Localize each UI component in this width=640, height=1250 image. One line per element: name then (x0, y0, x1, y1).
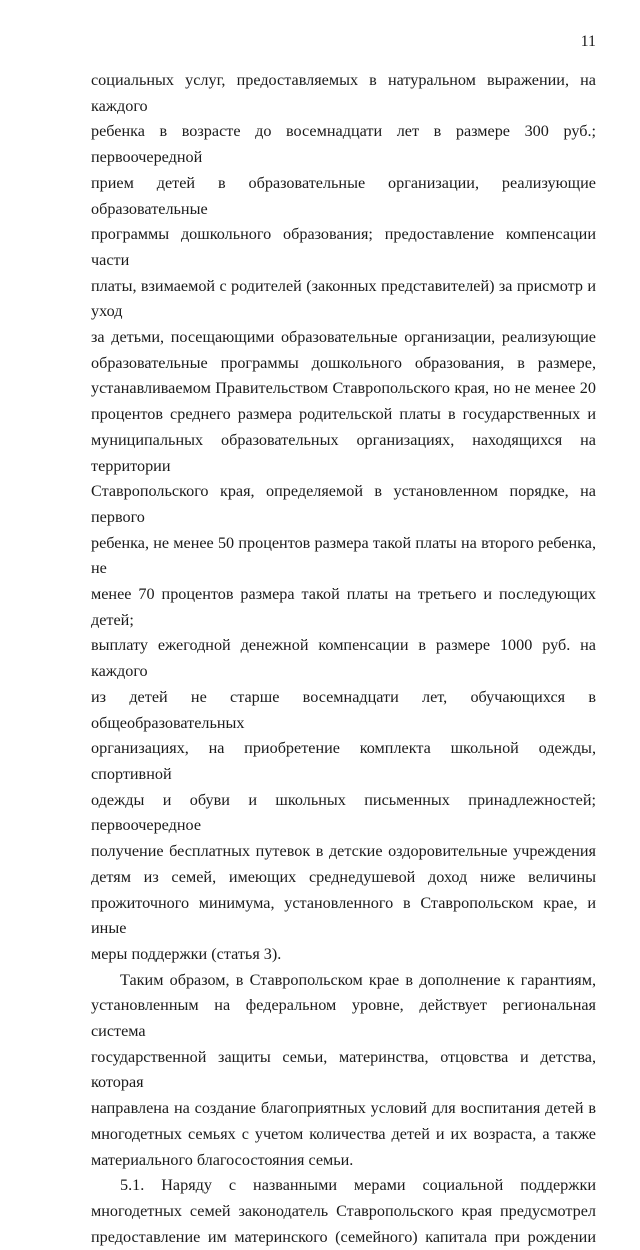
text-line: образовательные программы дошкольного образования, в размере, (91, 353, 596, 372)
text-line: ребенка, не менее 50 процентов размера такой платы на второго ребенка, не (91, 533, 596, 578)
text-line: программы дошкольного образования; предоставление компенсации части (91, 225, 596, 269)
text-line: ребенка в возрасте до восемнадцати лет в размере 300 руб.; первоочередной (91, 122, 596, 167)
text-line: социальных услуг, предоставляемых в натуральном выражении, на каждого (91, 71, 596, 115)
text-line: многодетных семьях с учетом количества детей и их возраста, а также (91, 1124, 596, 1143)
text-line: из детей не старше восемнадцати лет, обучающихся в общеобразовательных (91, 687, 596, 732)
text-line: 5.1. Наряду с названными мерами социальной поддержки (120, 1176, 596, 1195)
paragraph-1 (91, 68, 596, 968)
text-line: детям из семей, имеющих среднедушевой доход ниже величины (91, 867, 596, 886)
document-body (91, 68, 596, 1250)
text-line: за детьми, посещающими образовательные организации, реализующие (91, 328, 596, 347)
paragraph-2 (91, 968, 596, 1174)
text-line: предоставление им материнского (семейного) капитала при рождении (91, 1227, 596, 1246)
text-line: получение бесплатных путевок в детские оздоровительные учреждения (91, 842, 596, 861)
text-line: одежды и обуви и школьных письменных принадлежностей; первоочередное (91, 790, 596, 835)
text-line: государственной защиты семьи, материнства, отцовства и детства, которая (91, 1047, 596, 1092)
text-line: Ставропольского края, определяемой в установленном порядке, на первого (91, 482, 596, 526)
text-line: материального благосостояния семьи. (91, 1150, 354, 1169)
text-line: прием детей в образовательные организации, реализующие образовательные (91, 173, 596, 218)
text-line: менее 70 процентов размера такой платы на третьего и последующих детей; (91, 585, 596, 629)
text-line: муниципальных образовательных организациях, находящихся на территории (91, 430, 596, 475)
paragraph-3 (91, 1173, 596, 1250)
text-line: меры поддержки (статья 3). (91, 944, 282, 963)
text-line: прожиточного минимума, установленного в Ставропольском крае, и иные (91, 893, 596, 938)
text-line: процентов среднего размера родительской платы в государственных и (91, 405, 596, 424)
text-line: платы, взимаемой с родителей (законных представителей) за присмотр и уход (91, 276, 596, 321)
text-line: устанавливаемом Правительством Ставропольского края, но не менее 20 (91, 379, 596, 398)
text-line: Таким образом, в Ставропольском крае в дополнение к гарантиям, (120, 970, 596, 989)
text-line: направлена на создание благоприятных условий для воспитания детей в (91, 1099, 596, 1118)
text-line: многодетных семей законодатель Ставропольского края предусмотрел (91, 1201, 596, 1220)
page-number: 11 (580, 33, 596, 50)
text-line: выплату ежегодной денежной компенсации в размере 1000 руб. на каждого (91, 636, 596, 681)
text-line: организациях, на приобретение комплекта школьной одежды, спортивной (91, 739, 596, 783)
text-line: установленным на федеральном уровне, действует региональная система (91, 996, 596, 1041)
